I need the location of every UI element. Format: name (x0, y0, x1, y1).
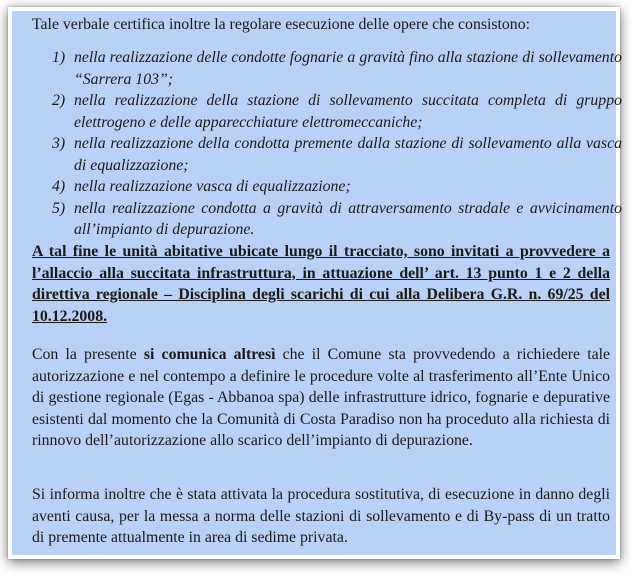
list-item-text: nella realizzazione condotta a gravità di attraversamento stradale e avvicinamento all’impianto di depurazione. (74, 199, 622, 238)
list-item-number: 5) (52, 199, 66, 217)
communication-paragraph (32, 344, 610, 452)
list-item (52, 90, 622, 133)
communication-emphasis: si comunica altresì (143, 346, 276, 363)
list-item (52, 198, 622, 241)
communication-text-end: che il Comune sta provvedendo a richiedere tale autorizzazione e nel contempo a definire le procedure volte al trasferimento all’Ente Unico di gestione regionale (Egas - Abbanoa spa) delle infrastrutture idrico, fognarie e depurative esistenti dal momento che la Comunità di Costa Paradiso non ha proceduto alla richiesta di rinnovo dell’autorizzazione allo scarico dell’impianto di depurazione. (32, 346, 610, 449)
list-item-number: 1) (52, 49, 66, 66)
list-item-text: nella realizzazione della condotta premente dalla stazione di sollevamento alla vasca di equalizzazione; (74, 135, 622, 174)
connection-notice: A tal fine le unità abitative ubicate lungo il tracciato, sono invitati a provvedere a l’allaccio alla succitata infrastruttura, in attuazione dell’ art. 13 punto 1 e 2 della direttiva regionale – Disciplina degli scarichi di cui alla Delibera G.R. n. 69/25 del 10.12.2008. (32, 243, 610, 325)
list-item (52, 133, 622, 176)
information-paragraph: Si informa inoltre che è stata attivata la procedura sostitutiva, di esecuzione in danno degli aventi causa, per la messa a norma delle stazioni di sollevamento e di By-pass di un tratto di premente attualmente in area di sedime privata. (32, 486, 610, 546)
list-item-text: nella realizzazione della stazione di sollevamento succitata completa di gruppo elettrogeno e delle apparecchiature elettromeccaniche; (74, 92, 622, 131)
list-item-text: nella realizzazione vasca di equalizzazione; (74, 178, 351, 195)
list-item (52, 47, 622, 90)
list-item (52, 176, 622, 198)
list-item-number: 4) (52, 178, 66, 195)
list-item-text: nella realizzazione delle condotte fognarie a gravità fino alla stazione di sollevamento “Sarrera 103”; (74, 49, 622, 88)
intro-text: Tale verbale certifica inoltre la regolare esecuzione delle opere che consistono: (32, 16, 530, 33)
list-item-number: 3) (52, 135, 66, 152)
document-card (8, 7, 620, 559)
works-list (52, 47, 622, 241)
communication-text-start: Con la presente (32, 346, 144, 363)
list-item-number: 2) (52, 92, 66, 109)
